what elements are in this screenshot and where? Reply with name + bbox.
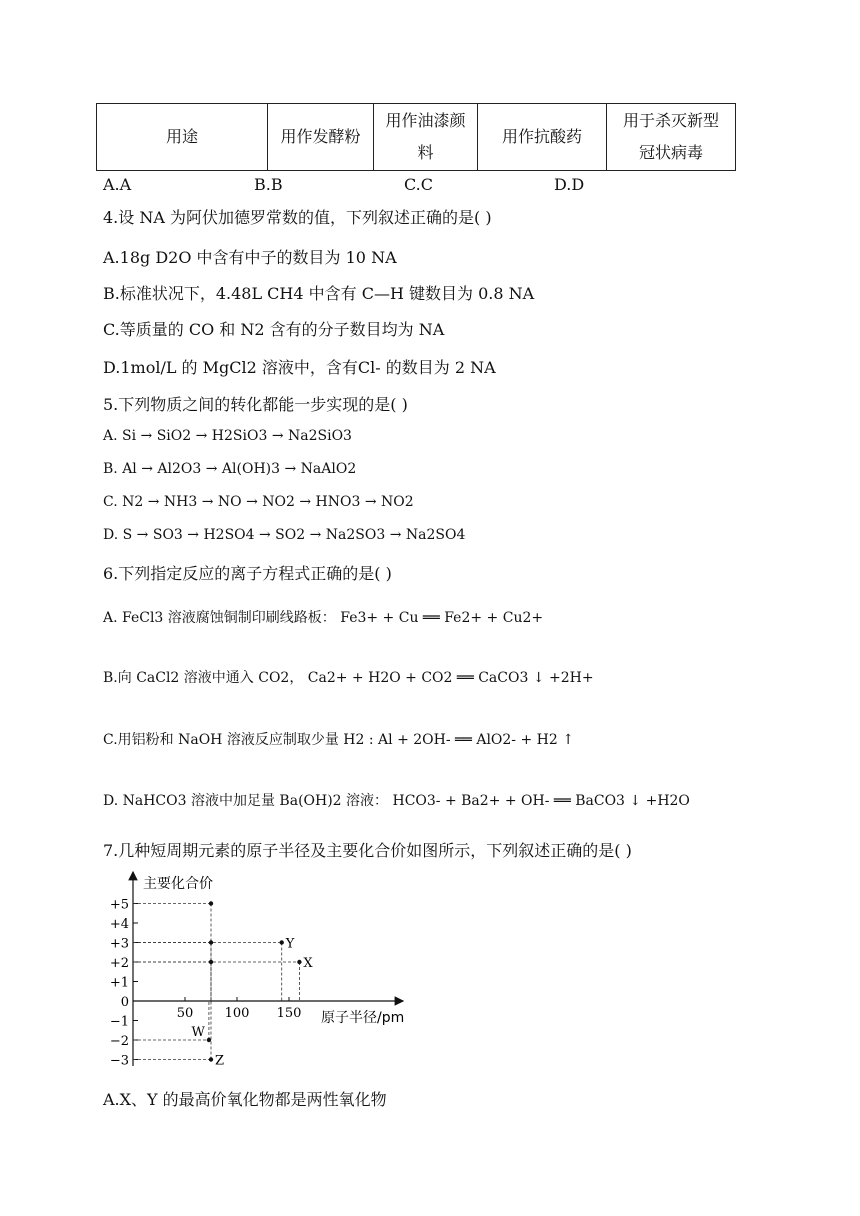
- q6-option-b: B.向 CaCl2 溶液中通入 CO2， Ca2+ + H2O + CO2 ══ CaCO3 ↓ +2H+: [103, 670, 594, 686]
- q5-option-b: B. Al → Al2O3 → Al(OH)3 → NaAlO2: [103, 461, 357, 477]
- data-point: [209, 901, 213, 905]
- data-point: [209, 940, 213, 944]
- y-tick-label: +2: [109, 956, 129, 971]
- x-tick-label: 100: [224, 1006, 250, 1021]
- y-tick-label: 0: [120, 995, 129, 1010]
- point-label: Z: [215, 1053, 225, 1069]
- q4-option-b: B.标准状况下，4.48L CH4 中含有 C—H 键数目为 0.8 NA: [103, 284, 535, 303]
- y-tick-label: −2: [109, 1034, 129, 1049]
- table-cell: 用途: [97, 104, 268, 171]
- x-tick-label: 50: [176, 1006, 194, 1021]
- y-axis-label: 主要化合价: [143, 876, 213, 892]
- q4-option-c: C.等质量的 CO 和 N2 含有的分子数目均为 NA: [103, 320, 445, 339]
- y-tick-label: +5: [109, 897, 129, 913]
- q5-stem: 5.下列物质之间的转化都能一步实现的是( ): [103, 395, 408, 414]
- y-tick-label: +3: [109, 936, 129, 952]
- q5-option-c: C. N2 → NH3 → NO → NO2 → HNO3 → NO2: [103, 494, 414, 510]
- q3-option-d: D.D: [554, 175, 585, 194]
- usage-table: [96, 103, 736, 171]
- data-point: [209, 1057, 213, 1061]
- x-axis-label: 原子半径/pm: [321, 1010, 405, 1026]
- table-cell-line: 冠状病毒: [638, 143, 703, 162]
- data-point: [209, 960, 213, 964]
- point-label: Y: [285, 936, 295, 952]
- point-label: W: [191, 1025, 205, 1040]
- q6-option-d: D. NaHCO3 溶液中加足量 Ba(OH)2 溶液： HCO3- + Ba2+ + OH- ══ BaCO3 ↓ +H2O: [103, 793, 690, 809]
- q4-stem: 4.设 NA 为阿伏加德罗常数的值，下列叙述正确的是( ): [103, 208, 492, 227]
- table-cell: 用作发酵粉: [268, 104, 374, 171]
- y-tick-label: +1: [109, 975, 129, 991]
- table-cell-line: 用于杀灭新型: [622, 111, 719, 130]
- q3-option-a: A.A: [103, 175, 132, 194]
- radius-valence-chart: [103, 868, 423, 1073]
- q4-option-a: A.18g D2O 中含有中子的数目为 10 NA: [103, 248, 397, 267]
- q5-option-d: D. S → SO3 → H2SO4 → SO2 → Na2SO3 → Na2SO4: [103, 527, 466, 543]
- q7-stem: 7.几种短周期元素的原子半径及主要化合价如图所示，下列叙述正确的是( ): [103, 841, 632, 860]
- table-cell: [607, 104, 736, 171]
- table-cell-line: 料: [417, 143, 434, 162]
- q7-option-a: A.X、Y 的最高价氧化物都是两性氧化物: [103, 1090, 387, 1109]
- q4-option-d: D.1mol/L 的 MgCl2 溶液中，含有Cl- 的数目为 2 NA: [103, 358, 496, 377]
- data-point: [280, 940, 284, 944]
- q5-option-a: A. Si → SiO2 → H2SiO3 → Na2SiO3: [103, 428, 352, 444]
- table-cell: [374, 104, 478, 171]
- table-cell: 用作抗酸药: [478, 104, 607, 171]
- q3-option-c: C.C: [404, 175, 433, 194]
- y-tick-label: −1: [109, 1014, 129, 1030]
- q6-option-c: C.用铝粉和 NaOH 溶液反应制取少量 H2 : Al + 2OH- ══ AlO2- + H2 ↑: [103, 732, 574, 748]
- y-tick-label: −3: [109, 1053, 129, 1069]
- y-tick-label: +4: [109, 917, 129, 932]
- table-cell-line: 用作油漆颜: [385, 111, 466, 130]
- data-point: [297, 960, 301, 964]
- q6-stem: 6.下列指定反应的离子方程式正确的是( ): [103, 564, 392, 583]
- point-label: X: [303, 956, 313, 971]
- x-tick-label: 150: [276, 1006, 302, 1021]
- data-point: [207, 1038, 211, 1042]
- q3-option-b: B.B: [254, 175, 283, 194]
- q6-option-a: A. FeCl3 溶液腐蚀铜制印刷线路板： Fe3+ + Cu ══ Fe2+ + Cu2+: [103, 610, 544, 626]
